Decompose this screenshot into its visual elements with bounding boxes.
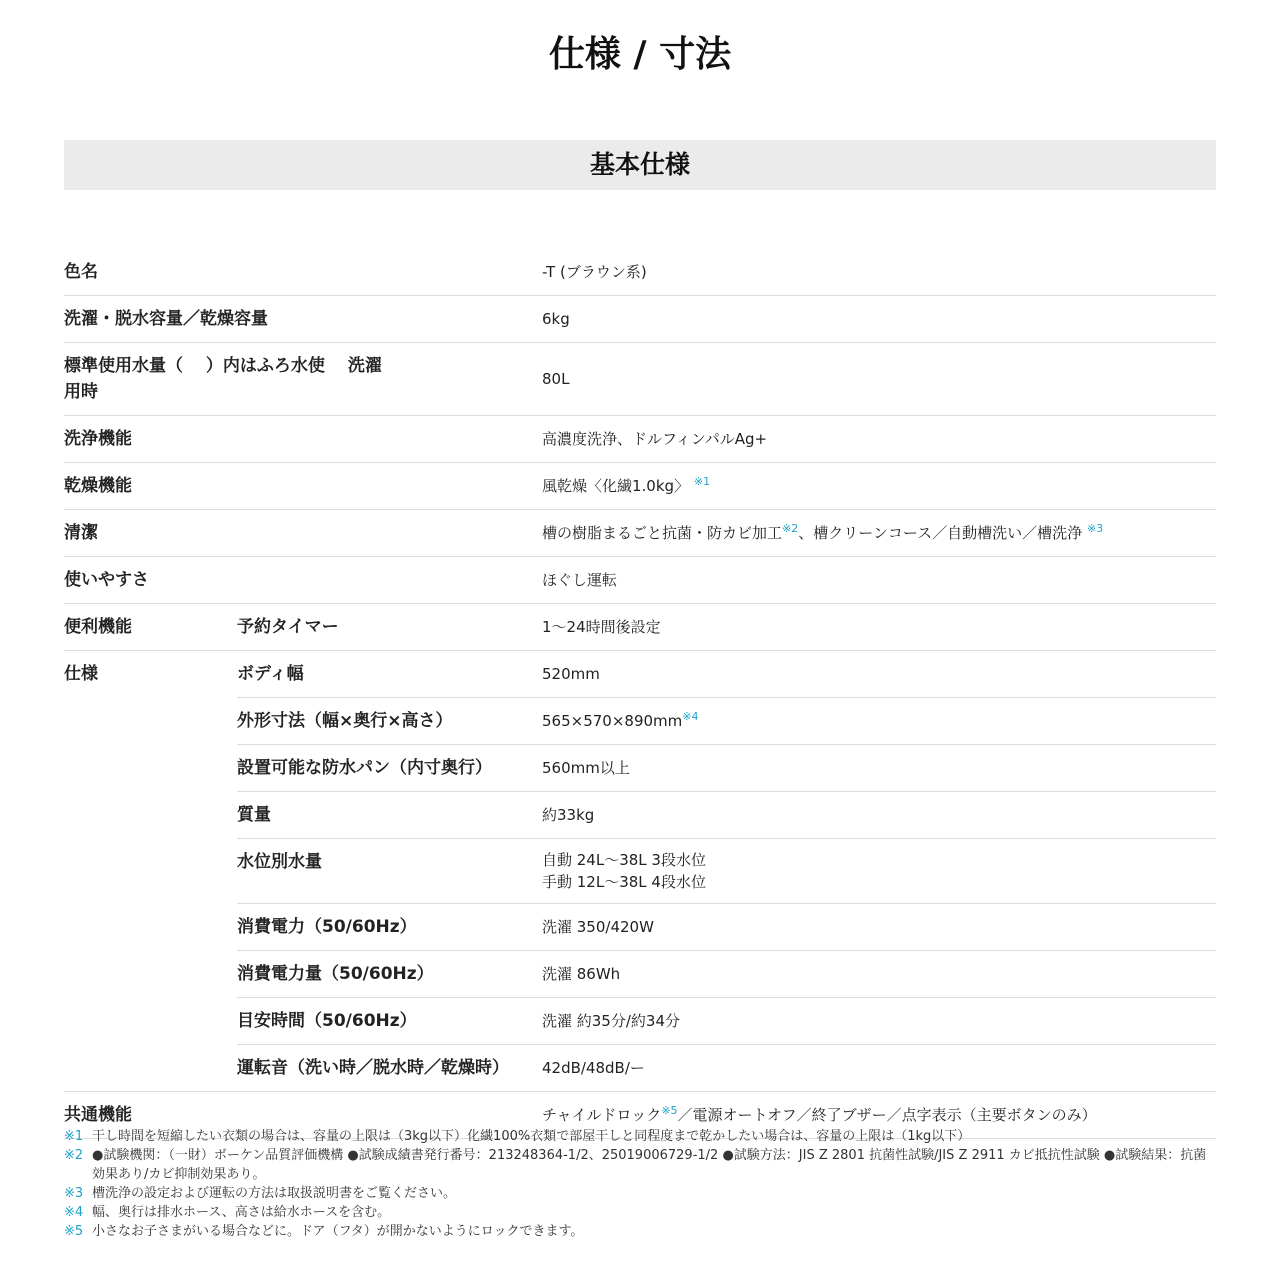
spec-row-energy: [237, 951, 1216, 998]
footnote-text: 干し時間を短縮したい衣類の場合は、容量の上限は（3kg以下）化繊100%衣類で部屋干しと同程度まで乾かしたい場合は、容量の上限は（1kg以下）: [92, 1129, 971, 1144]
row-label: 色名: [64, 262, 98, 282]
footnote-ref: ※1: [693, 475, 711, 488]
row-label: 乾燥機能: [64, 476, 132, 496]
row-sublabel: 水位別水量: [237, 852, 322, 872]
spec-row-mass: [237, 792, 1216, 839]
page-title: 仕様 / 寸法: [548, 34, 732, 75]
row-value: 520mm: [542, 665, 600, 683]
spec-row-pan: [237, 745, 1216, 792]
row-value: 高濃度洗浄、ドルフィンパルAg+: [542, 430, 768, 448]
row-value: 1〜24時間後設定: [542, 618, 661, 636]
spec-row-convenience: [64, 604, 1216, 651]
footnote-text: 小さなお子さまがいる場合などに。ドア（フタ）が開かないようにロックできます。: [92, 1224, 584, 1239]
footnote-ref: ※3: [1086, 522, 1104, 535]
footnote-text: 槽洗浄の設定および運転の方法は取扱説明書をご覧ください。: [92, 1186, 457, 1201]
row-label: 洗濯・脱水容量／乾燥容量: [64, 309, 268, 329]
row-sublabel: 質量: [237, 805, 271, 825]
row-value: 42dB/48dB/ー: [542, 1059, 645, 1077]
row-value: 洗濯 350/420W: [542, 918, 654, 936]
spec-row-capacity: [64, 296, 1216, 343]
row-value: 洗濯 86Wh: [542, 965, 621, 983]
footnote-item: [64, 1146, 1216, 1184]
row-sublabel: 消費電力量（50/60Hz）: [237, 964, 434, 984]
row-sublabel: ボディ幅: [237, 664, 304, 684]
section-title: 基本仕様: [64, 140, 1216, 190]
row-sublabel: 外形寸法（幅×奥行×高さ）: [237, 711, 453, 731]
row-value: 6kg: [542, 310, 570, 328]
footnote-ref: ※5: [661, 1104, 678, 1117]
footnote-item: [64, 1127, 1216, 1146]
spec-table: [64, 249, 1216, 1139]
spec-row-water-levels: [237, 839, 1216, 904]
row-label: 洗浄機能: [64, 429, 132, 449]
spec-row-power: [237, 904, 1216, 951]
row-sublabel: 設置可能な防水パン（内寸奥行）: [237, 758, 492, 778]
row-value: 洗濯 約35分/約34分: [542, 1012, 680, 1030]
row-value: 風乾燥〈化繊1.0kg〉 $^{※1}$: [542, 475, 711, 495]
spec-group: [64, 651, 1216, 1092]
row-sublabel: 予約タイマー: [237, 617, 339, 637]
row-sublabel: 消費電力（50/60Hz）: [237, 917, 417, 937]
footnote-ref: ※4: [682, 710, 699, 723]
row-label: 共通機能: [64, 1105, 132, 1125]
spec-group-label: 仕様: [64, 651, 237, 1092]
footnote-item: [64, 1222, 1216, 1241]
row-sublabel: 運転音（洗い時／脱水時／乾燥時）: [237, 1058, 509, 1078]
spec-row-noise: [237, 1045, 1216, 1092]
footnote-mark: ※1: [64, 1129, 84, 1144]
spec-row-time: [237, 998, 1216, 1045]
spec-row-water: [64, 343, 1216, 416]
row-value: 560mm以上: [542, 759, 630, 777]
footnote-mark: ※5: [64, 1224, 84, 1239]
row-sublabel: 目安時間（50/60Hz）: [237, 1011, 417, 1031]
row-value: チャイルドロック$^{※5}$／電源オートオフ／終了ブザー／点字表示（主要ボタンのみ）: [542, 1104, 1097, 1124]
footnote-text: ●試験機関：（一財）ボーケン品質評価機構 ●試験成績書発行番号：213248364-1/2、25019006729-1/2 ●試験方法：JIS Z 2801 抗菌性試験/JIS Z 2911 カビ抵抗性試験 ●試験結果：抗菌効果あり/カビ抑制効果あり。: [92, 1148, 1207, 1182]
row-label: 使いやすさ: [64, 570, 149, 590]
footnotes: [64, 1127, 1216, 1241]
spec-row-body-width: [237, 651, 1216, 698]
row-label: 清潔: [64, 523, 98, 543]
row-value: 80L: [542, 370, 570, 388]
row-value: ほぐし運転: [542, 571, 618, 589]
row-value: 自動 24L〜38L 3段水位 手動 12L〜38L 4段水位: [542, 851, 706, 891]
row-label: 便利機能: [64, 617, 132, 637]
row-label: 標準使用水量（ ）内はふろ水使 洗濯 用時: [64, 356, 382, 402]
footnote-ref: ※2: [782, 522, 799, 535]
row-value: -T (ブラウン系): [542, 263, 647, 281]
footnote-mark: ※4: [64, 1205, 84, 1220]
footnote-mark: ※3: [64, 1186, 84, 1201]
spec-row-wash: [64, 416, 1216, 463]
spec-row-dimensions: [237, 698, 1216, 745]
footnote-mark: ※2: [64, 1148, 84, 1163]
row-value: 槽の樹脂まるごと抗菌・防カビ加工$^{※2}$、槽クリーンコース／自動槽洗い／槽洗浄 $^{※3}$: [542, 522, 1104, 542]
spec-row-ease: [64, 557, 1216, 604]
spec-row-clean: [64, 510, 1216, 557]
row-value: 約33kg: [542, 806, 595, 824]
row-value: 565×570×890mm$^{※4}$: [542, 710, 699, 730]
footnote-item: [64, 1203, 1216, 1222]
spec-row-dry: [64, 463, 1216, 510]
spec-row-color: [64, 249, 1216, 296]
footnote-text: 幅、奥行は排水ホース、高さは給水ホースを含む。: [92, 1205, 391, 1220]
footnote-item: [64, 1184, 1216, 1203]
